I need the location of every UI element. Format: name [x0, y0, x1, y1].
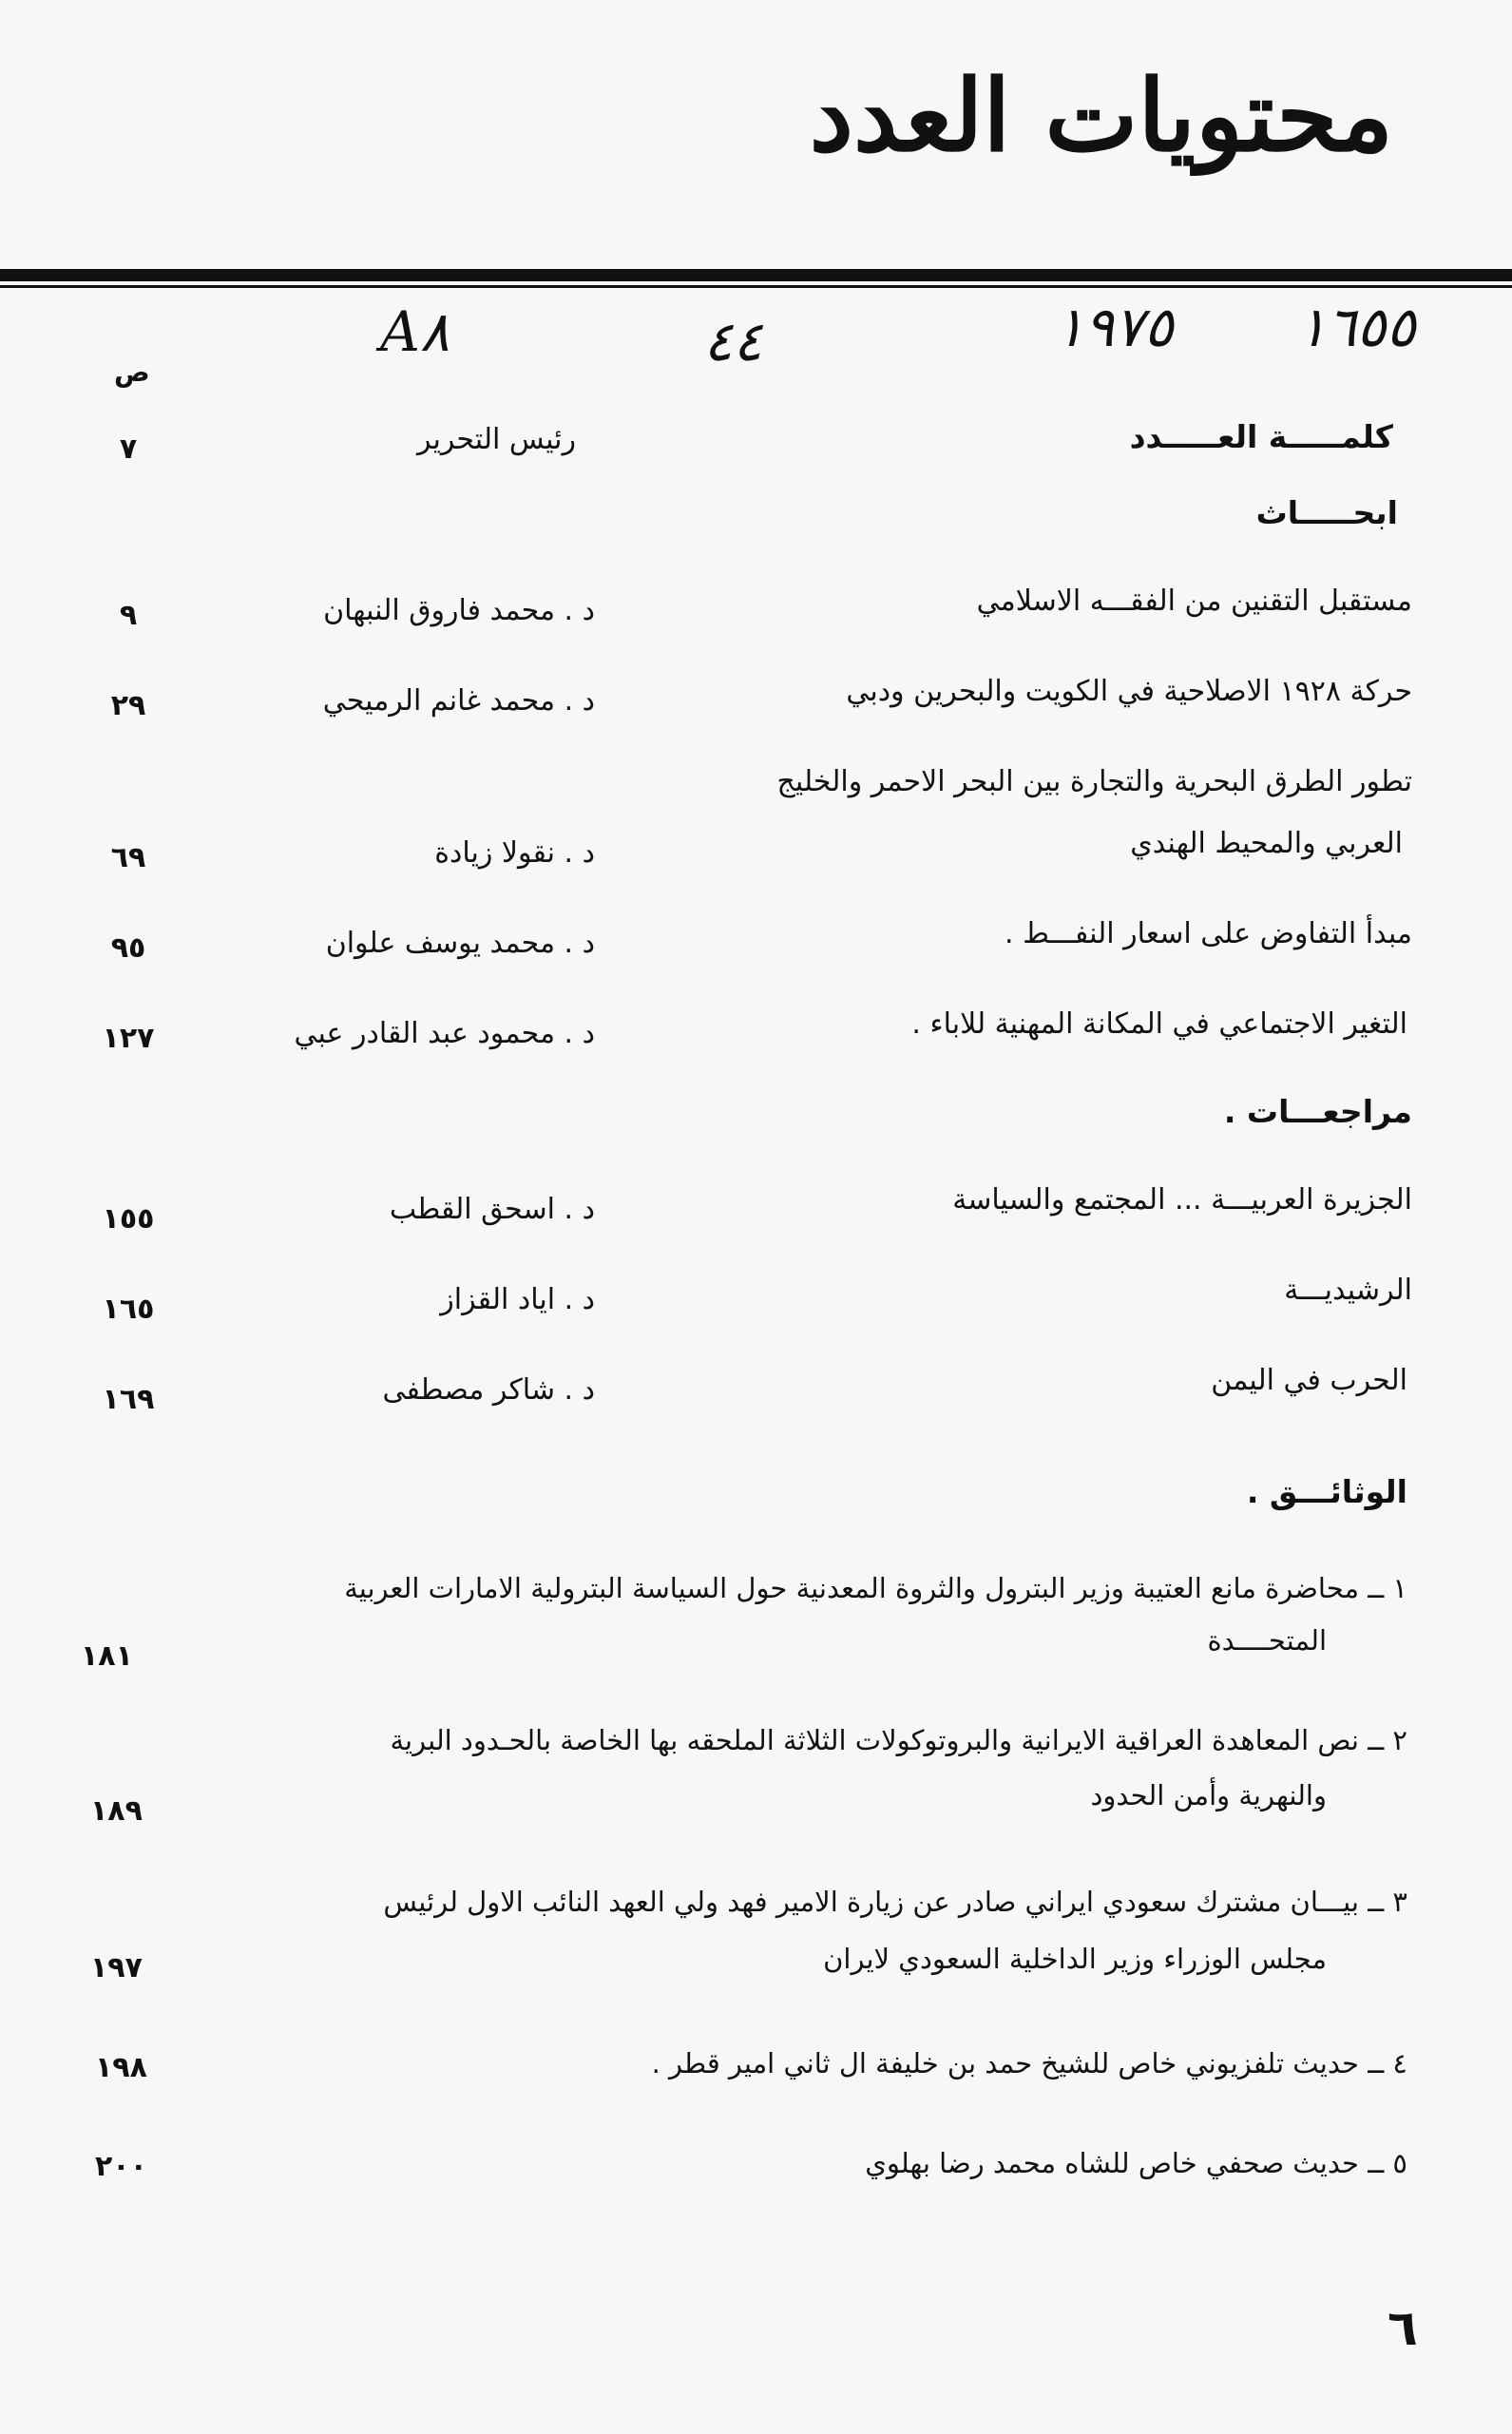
research-item-title: مبدأ التفاوض على اسعار النفـــط .	[1005, 917, 1412, 950]
header-rule-thin	[0, 285, 1512, 288]
editorial-title: كلمـــــة العـــــدد	[1129, 418, 1393, 455]
review-item-author: د . اسحق القطب	[389, 1193, 595, 1226]
research-item-page: ٢٩	[110, 689, 146, 722]
review-item-title: الجزيرة العربيـــة ... المجتمع والسياسة	[952, 1183, 1412, 1217]
research-item-author: د . محمود عبد القادر عبي	[294, 1017, 595, 1050]
editorial-author: رئيس التحرير	[416, 423, 576, 456]
document-item-line2: مجلس الوزراء وزير الداخلية السعودي لايران	[823, 1943, 1327, 1975]
page-number: ٦	[1388, 2300, 1418, 2357]
research-item-title: تطور الطرق البحرية والتجارة بين البحر الاحمر والخليج	[776, 765, 1412, 798]
research-item-title-line2: العربي والمحيط الهندي	[1130, 827, 1403, 860]
research-item-author: د . محمد غانم الرميحي	[322, 684, 595, 718]
research-item-page: ٩٥	[110, 931, 146, 965]
document-item-line2: والنهرية وأمن الحدود	[1090, 1779, 1327, 1811]
review-item-page: ١٥٥	[102, 1202, 155, 1236]
document-item-line1: ٣ ــ بيـــان مشترك سعودي ايراني صادر عن زيارة الامير فهد ولي العهد النائب الاول لرئيس	[383, 1886, 1407, 1918]
document-item-line1: ٥ ــ حديث صحفي خاص للشاه محمد رضا بهلوي	[865, 2147, 1407, 2179]
review-item-page: ١٦٥	[102, 1293, 155, 1326]
document-item-line2: المتحــــدة	[1207, 1624, 1327, 1657]
review-item-title: الحرب في اليمن	[1211, 1364, 1407, 1397]
section-reviews: مراجعـــات .	[1223, 1093, 1412, 1130]
section-research: ابحـــــاث	[1255, 494, 1398, 531]
document-item-line1: ٤ ــ حديث تلفزيوني خاص للشيخ حمد بن خليفة ال ثاني امير قطر .	[651, 2047, 1407, 2079]
handwritten-note-2: ٤٤	[703, 309, 763, 374]
document-item-line1: ٢ ــ نص المعاهدة العراقية الايرانية والبروتوكولات الثلاثة الملحقه بها الخاصة بالحـدود البرية	[390, 1724, 1407, 1756]
editorial-page: ٧	[119, 432, 138, 466]
section-documents: الوثائـــق .	[1246, 1473, 1407, 1510]
handwritten-note-4: ١٦٥٥	[1297, 295, 1416, 359]
document-item-page: ١٨١	[81, 1639, 133, 1673]
research-item-page: ٩	[119, 599, 138, 632]
handwritten-note-1: A٨	[380, 299, 450, 364]
document-item-page: ١٩٧	[90, 1951, 143, 1984]
header-rule	[0, 269, 1512, 281]
research-item-author: د . محمد فاروق النبهان	[323, 594, 595, 627]
handwritten-note-3: ١٩٧٥	[1055, 295, 1174, 359]
research-item-title: مستقبل التقنين من الفقـــه الاسلامي	[976, 585, 1412, 618]
research-item-author: د . محمد يوسف علوان	[325, 927, 595, 960]
review-item-author: د . شاكر مصطفى	[382, 1373, 595, 1407]
review-item-title: الرشيديـــة	[1284, 1274, 1412, 1307]
document-item-page: ١٨٩	[90, 1794, 143, 1828]
document-item-line1: ١ ــ محاضرة مانع العتيبة وزير البترول والثروة المعدنية حول السياسة البترولية الامارات العربية	[344, 1572, 1407, 1604]
page-column-label: ص	[114, 356, 150, 388]
document-item-page: ٢٠٠	[95, 2150, 147, 2183]
research-item-author: د . نقولا زيادة	[434, 836, 595, 870]
review-item-author: د . اياد القزاز	[440, 1283, 595, 1316]
review-item-page: ١٦٩	[102, 1383, 155, 1416]
research-item-page: ٦٩	[110, 841, 146, 874]
research-item-title: التغير الاجتماعي في المكانة المهنية للاباء .	[911, 1007, 1407, 1041]
page-title: محتويات العدد	[809, 57, 1393, 174]
research-item-title: حركة ١٩٢٨ الاصلاحية في الكويت والبحرين ودبي	[846, 675, 1412, 708]
research-item-page: ١٢٧	[102, 1022, 155, 1055]
document-item-page: ١٩٨	[95, 2051, 147, 2084]
